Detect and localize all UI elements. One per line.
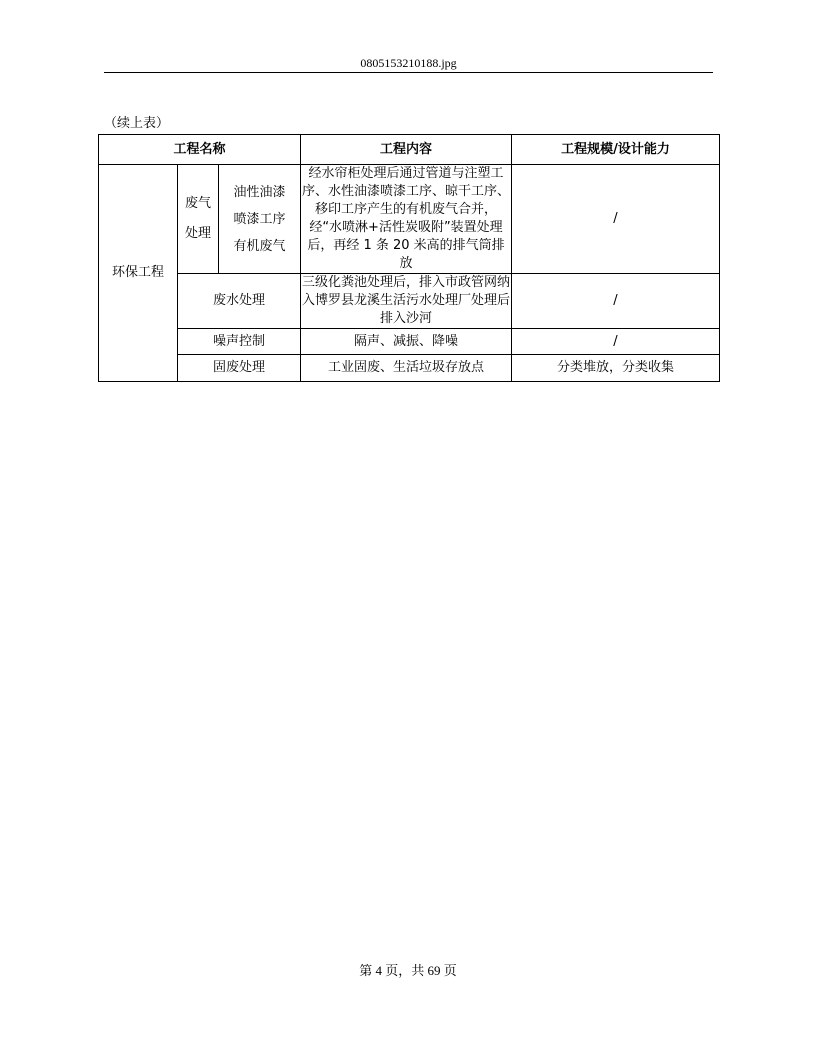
table-row — [99, 355, 720, 382]
header-project-name: 工程名称 — [99, 135, 301, 165]
noise-scale: / — [512, 329, 720, 355]
header-project-content: 工程内容 — [301, 135, 512, 165]
noise-name: 噪声控制 — [178, 329, 301, 355]
waste-gas-sub-label: 油性油漆喷漆工序有机废气 — [233, 184, 286, 254]
page-header — [104, 56, 713, 73]
waste-gas-group-cell — [178, 165, 219, 274]
project-table — [98, 134, 720, 382]
header-project-scale: 工程规模/设计能力 — [512, 135, 720, 165]
solid-waste-name: 固废处理 — [178, 355, 301, 382]
page-footer: 第 4 页，共 69 页 — [359, 963, 457, 978]
solid-waste-scale: 分类堆放，分类收集 — [512, 355, 720, 382]
table-row — [99, 329, 720, 355]
wastewater-scale: / — [512, 274, 720, 329]
solid-waste-content: 工业固废、生活垃圾存放点 — [301, 355, 512, 382]
waste-gas-sub-cell — [219, 165, 301, 274]
wastewater-name: 废水处理 — [178, 274, 301, 329]
continued-label: （续上表） — [104, 116, 170, 131]
wastewater-content: 三级化粪池处理后，排入市政管网纳入博罗县龙溪生活污水处理厂处理后排入沙河 — [301, 274, 512, 329]
table-header-row — [99, 135, 720, 165]
waste-gas-scale: / — [512, 165, 720, 274]
waste-gas-content: 经水帘柜处理后通过管道与注塑工序、水性油漆喷漆工序、晾干工序、移印工序产生的有机废气合并，经“水喷淋+活性炭吸附”装置处理后，再经 1 条 20 米高的排气筒排放 — [301, 165, 512, 274]
noise-content: 隔声、减振、降噪 — [301, 329, 512, 355]
header-filename: 0805153210188.jpg — [360, 56, 457, 70]
waste-gas-group-label: 废气处理 — [184, 196, 211, 241]
table-row — [99, 165, 720, 274]
table-row — [99, 274, 720, 329]
category-cell: 环保工程 — [99, 165, 178, 382]
